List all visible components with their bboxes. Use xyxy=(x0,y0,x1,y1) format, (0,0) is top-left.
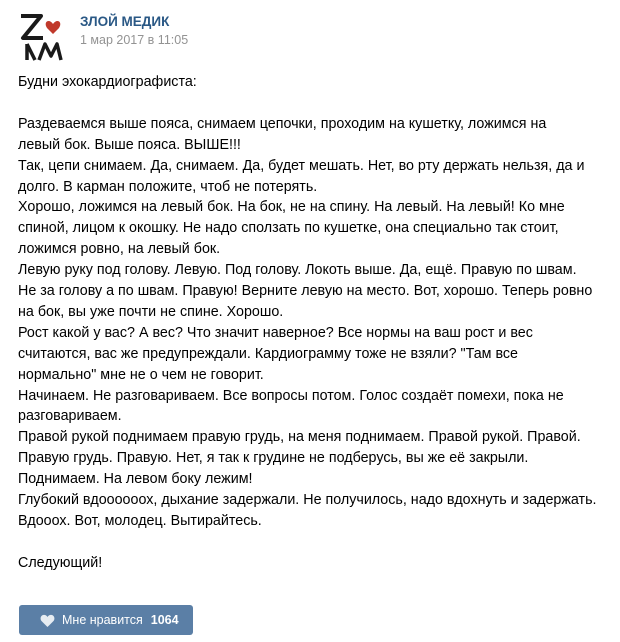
post-line: Левую руку под голову. Левую. Под голову. Локоть выше. Да, ещё. Правую по швам. xyxy=(18,262,577,279)
post-line: левый бок. Выше пояса. ВЫШЕ!!! xyxy=(18,136,241,153)
post-text xyxy=(18,72,613,574)
post-line: спиной, лицом к окошку. Не надо сползать по кушетке, она специально так стоит, xyxy=(18,220,559,237)
post-line: нормально" мне не о чем не говорит. xyxy=(18,366,264,383)
post-line: ложимся ровно, на левый бок. xyxy=(18,241,221,258)
avatar[interactable] xyxy=(15,10,69,64)
post-line: Не за голову а по швам. Правую! Верните левую на место. Вот, хорошо. Теперь ровно xyxy=(18,283,593,300)
heart-icon xyxy=(40,614,55,627)
zlm-logo-icon xyxy=(15,10,69,64)
like-label: Мне нравится xyxy=(62,613,143,627)
like-count: 1064 xyxy=(150,613,179,627)
post-body xyxy=(18,114,613,532)
post-line: считаются, вас же предупреждали. Кардиограмму тоже не взяли? "Там все xyxy=(18,345,518,362)
post-date[interactable]: 1 мар 2017 в 11:05 xyxy=(80,33,189,47)
post-line: Хорошо, ложимся на левый бок. На бок, не на спину. На левый. На левый! Ко мне xyxy=(18,199,565,216)
post-title: Будни эхокардиографиста: xyxy=(18,74,197,90)
post-line: Глубокий вдоооооох, дыхание задержали. Не получилось, надо вдохнуть и задержать. xyxy=(18,492,597,509)
post-line: Раздеваемся выше пояса, снимаем цепочки, проходим на кушетку, ложимся на xyxy=(18,115,547,132)
post-closing: Следующий! xyxy=(18,554,103,571)
post-line: Поднимаем. На левом боку лежим! xyxy=(18,471,253,488)
post-line: долго. В карман положите, чтоб не потерять. xyxy=(18,178,318,195)
post-line: разговариваем. xyxy=(18,408,122,425)
post-line: Так, цепи снимаем. Да, снимаем. Да, будет мешать. Нет, во рту держать нельзя, да и xyxy=(18,157,585,174)
post-line: Правой рукой поднимаем правую грудь, на меня поднимаем. Правой рукой. Правой. xyxy=(18,429,581,446)
author-name[interactable]: ЗЛОЙ МЕДИК xyxy=(80,14,170,29)
post-line: Начинаем. Не разговариваем. Все вопросы потом. Голос создаёт помехи, пока не xyxy=(18,387,564,404)
post-line: Рост какой у вас? А вес? Что значит наверное? Все нормы на ваш рост и вес xyxy=(18,324,533,341)
post-line: Правую грудь. Правую. Нет, я так к грудине не подберусь, вы же её закрыли. xyxy=(18,450,529,467)
post-line: Вдооох. Вот, молодец. Вытирайтесь. xyxy=(18,513,262,530)
post-line: на бок, вы уже почти не спине. Хорошо. xyxy=(18,303,284,320)
like-button[interactable] xyxy=(19,605,193,635)
